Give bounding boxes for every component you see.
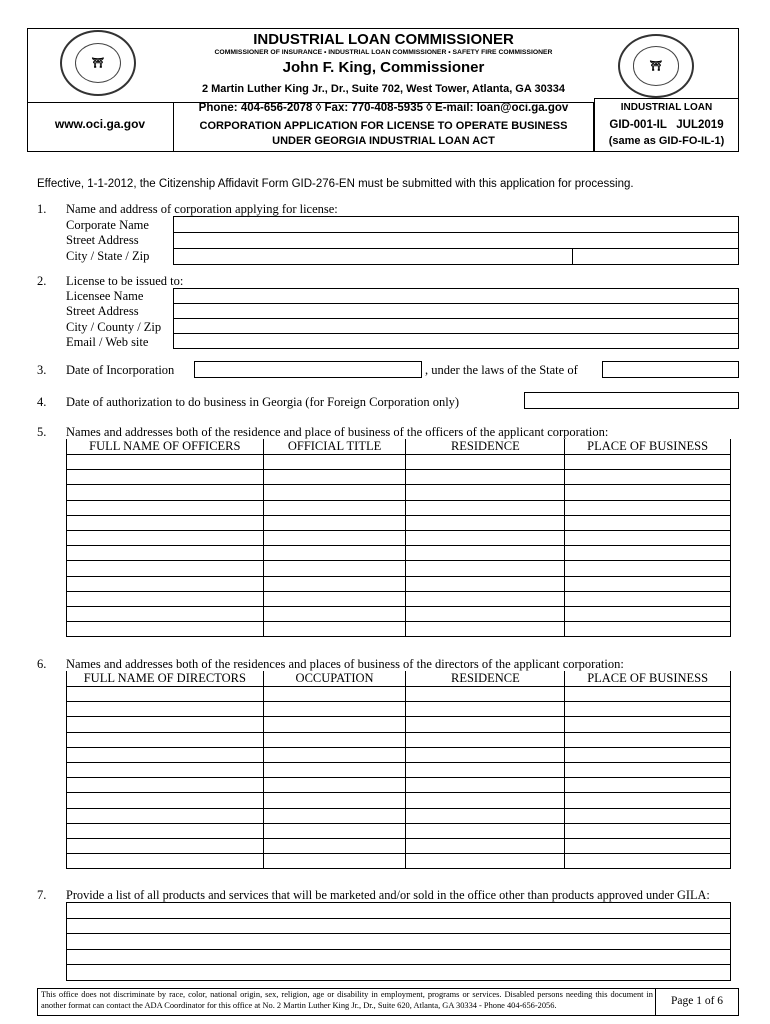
director-row bbox=[67, 808, 731, 823]
director-cell[interactable] bbox=[406, 808, 565, 823]
citizenship-notice: Effective, 1-1-2012, the Citizenship Affidavit Form GID-276-EN must be submitted with this application for processing. bbox=[37, 178, 634, 190]
column-header: OFFICIAL TITLE bbox=[263, 439, 406, 455]
city-state-zip-label: City / State / Zip bbox=[66, 249, 150, 263]
director-cell[interactable] bbox=[67, 732, 264, 747]
form-alias: (same as GID-FO-IL-1) bbox=[608, 135, 725, 147]
officer-cell[interactable] bbox=[67, 561, 264, 576]
director-cell[interactable] bbox=[565, 838, 731, 853]
director-cell[interactable] bbox=[406, 793, 565, 808]
licensee-name-label: Licensee Name bbox=[66, 289, 144, 303]
officer-row bbox=[67, 606, 731, 621]
officer-cell[interactable] bbox=[565, 622, 731, 637]
director-row bbox=[67, 732, 731, 747]
director-cell[interactable] bbox=[406, 732, 565, 747]
director-cell[interactable] bbox=[263, 838, 406, 853]
director-row bbox=[67, 838, 731, 853]
officer-cell[interactable] bbox=[565, 515, 731, 530]
director-row bbox=[67, 823, 731, 838]
licensee-street-label: Street Address bbox=[66, 304, 139, 318]
commissioner-name: John F. King, Commissioner bbox=[282, 59, 485, 76]
officer-row bbox=[67, 576, 731, 591]
director-cell[interactable] bbox=[406, 687, 565, 702]
office-address: 2 Martin Luther King Jr., Dr., Suite 702, West Tower, Atlanta, GA 30334 bbox=[201, 83, 566, 95]
director-cell[interactable] bbox=[263, 854, 406, 869]
officer-row bbox=[67, 515, 731, 530]
product-cell[interactable] bbox=[67, 934, 731, 950]
director-cell[interactable] bbox=[565, 702, 731, 717]
column-header: RESIDENCE bbox=[406, 671, 565, 687]
director-row bbox=[67, 793, 731, 808]
director-cell[interactable] bbox=[263, 808, 406, 823]
director-row bbox=[67, 687, 731, 702]
officer-cell[interactable] bbox=[406, 500, 565, 515]
officer-cell[interactable] bbox=[263, 470, 406, 485]
officer-cell[interactable] bbox=[565, 606, 731, 621]
officer-cell[interactable] bbox=[406, 455, 565, 470]
column-header: FULL NAME OF DIRECTORS bbox=[67, 671, 264, 687]
section6-number: 6. bbox=[37, 657, 47, 671]
officer-cell[interactable] bbox=[67, 455, 264, 470]
section2-number: 2. bbox=[37, 274, 47, 288]
georgia-seal-right bbox=[618, 34, 694, 98]
section5-number: 5. bbox=[37, 425, 47, 439]
director-cell[interactable] bbox=[406, 838, 565, 853]
officer-cell[interactable] bbox=[263, 530, 406, 545]
officer-cell[interactable] bbox=[263, 455, 406, 470]
director-cell[interactable] bbox=[263, 702, 406, 717]
officers-header-row bbox=[67, 439, 731, 455]
officer-cell[interactable] bbox=[565, 500, 731, 515]
header-subtitle: COMMISSIONER OF INSURANCE • INDUSTRIAL LOAN COMMISSIONER • SAFETY FIRE COMMISSIONER bbox=[214, 49, 553, 56]
officer-cell[interactable] bbox=[565, 530, 731, 545]
officer-row bbox=[67, 622, 731, 637]
officer-cell[interactable] bbox=[565, 455, 731, 470]
director-row bbox=[67, 778, 731, 793]
officer-row bbox=[67, 470, 731, 485]
officer-cell[interactable] bbox=[67, 515, 264, 530]
form-title-line2: UNDER GEORGIA INDUSTRIAL LOAN ACT bbox=[272, 135, 495, 147]
director-cell[interactable] bbox=[67, 838, 264, 853]
officer-cell[interactable] bbox=[565, 546, 731, 561]
section1-title: Name and address of corporation applying for license: bbox=[66, 202, 338, 216]
officer-cell[interactable] bbox=[67, 546, 264, 561]
licensee-street-field[interactable] bbox=[173, 303, 739, 319]
director-cell[interactable] bbox=[67, 762, 264, 777]
officer-row bbox=[67, 546, 731, 561]
product-row bbox=[67, 965, 731, 981]
director-row bbox=[67, 717, 731, 732]
director-cell[interactable] bbox=[565, 717, 731, 732]
director-cell[interactable] bbox=[263, 823, 406, 838]
director-cell[interactable] bbox=[67, 778, 264, 793]
section1-number: 1. bbox=[37, 202, 47, 216]
section5-title: Names and addresses both of the residence and place of business of the officers of the applicant corporation: bbox=[66, 425, 609, 439]
officer-cell[interactable] bbox=[263, 546, 406, 561]
director-row bbox=[67, 854, 731, 869]
column-header: RESIDENCE bbox=[406, 439, 565, 455]
corporate-name-label: Corporate Name bbox=[66, 218, 149, 232]
director-cell[interactable] bbox=[565, 747, 731, 762]
officer-cell[interactable] bbox=[406, 622, 565, 637]
director-cell[interactable] bbox=[263, 732, 406, 747]
director-cell[interactable] bbox=[565, 854, 731, 869]
officer-cell[interactable] bbox=[406, 530, 565, 545]
corp-street-field[interactable] bbox=[173, 232, 739, 249]
director-cell[interactable] bbox=[67, 687, 264, 702]
director-cell[interactable] bbox=[565, 762, 731, 777]
corp-zip-field[interactable] bbox=[572, 248, 739, 265]
officer-cell[interactable] bbox=[406, 561, 565, 576]
officer-cell[interactable] bbox=[67, 591, 264, 606]
director-cell[interactable] bbox=[406, 823, 565, 838]
officer-row bbox=[67, 561, 731, 576]
officer-cell[interactable] bbox=[565, 470, 731, 485]
section4-number: 4. bbox=[37, 395, 47, 409]
page-number: Page 1 of 6 bbox=[670, 995, 724, 1007]
section7-title: Provide a list of all products and services that will be marketed and/or sold in the office other than products approved under GILA: bbox=[66, 888, 710, 902]
director-cell[interactable] bbox=[406, 854, 565, 869]
officer-cell[interactable] bbox=[67, 485, 264, 500]
form-title-line1: CORPORATION APPLICATION FOR LICENSE TO OPERATE BUSINESS bbox=[199, 120, 568, 132]
director-cell[interactable] bbox=[67, 702, 264, 717]
officer-cell[interactable] bbox=[263, 500, 406, 515]
director-cell[interactable] bbox=[263, 687, 406, 702]
director-row bbox=[67, 747, 731, 762]
officer-cell[interactable] bbox=[67, 606, 264, 621]
state-laws-label: , under the laws of the State of bbox=[425, 363, 578, 377]
officer-cell[interactable] bbox=[263, 591, 406, 606]
director-cell[interactable] bbox=[67, 823, 264, 838]
director-cell[interactable] bbox=[67, 747, 264, 762]
incorporation-date-field[interactable] bbox=[194, 361, 422, 378]
corp-city-field[interactable] bbox=[173, 248, 573, 265]
director-cell[interactable] bbox=[263, 747, 406, 762]
officer-cell[interactable] bbox=[263, 561, 406, 576]
incorporation-state-field[interactable] bbox=[602, 361, 739, 378]
column-header: OCCUPATION bbox=[263, 671, 406, 687]
director-cell[interactable] bbox=[67, 854, 264, 869]
officer-row bbox=[67, 530, 731, 545]
authorization-date-field[interactable] bbox=[524, 392, 739, 409]
director-cell[interactable] bbox=[565, 823, 731, 838]
director-cell[interactable] bbox=[406, 702, 565, 717]
director-cell[interactable] bbox=[263, 793, 406, 808]
officers-table bbox=[66, 439, 731, 637]
director-cell[interactable] bbox=[565, 732, 731, 747]
director-cell[interactable] bbox=[565, 808, 731, 823]
officer-cell[interactable] bbox=[67, 576, 264, 591]
product-row bbox=[67, 918, 731, 934]
officer-cell[interactable] bbox=[263, 622, 406, 637]
section3-number: 3. bbox=[37, 363, 47, 377]
director-cell[interactable] bbox=[565, 687, 731, 702]
licensee-name-field[interactable] bbox=[173, 288, 739, 304]
authorization-date-label: Date of authorization to do business in Georgia (for Foreign Corporation only) bbox=[66, 395, 460, 409]
officer-cell[interactable] bbox=[406, 470, 565, 485]
officer-row bbox=[67, 500, 731, 515]
product-cell[interactable] bbox=[67, 903, 731, 919]
contact-line: Phone: 404-656-2078 ◊ Fax: 770-408-5935 ◊ E-mail: loan@oci.ga.gov bbox=[198, 102, 569, 114]
directors-table bbox=[66, 671, 731, 869]
director-cell[interactable] bbox=[406, 762, 565, 777]
column-header: PLACE OF BUSINESS bbox=[565, 439, 731, 455]
form-id: GID-001-IL JUL2019 bbox=[609, 119, 724, 131]
column-header: FULL NAME OF OFFICERS bbox=[67, 439, 264, 455]
officer-cell[interactable] bbox=[67, 622, 264, 637]
officer-cell[interactable] bbox=[67, 500, 264, 515]
arch-icon: ⛩ bbox=[75, 43, 122, 83]
officer-cell[interactable] bbox=[67, 470, 264, 485]
directors-header-row bbox=[67, 671, 731, 687]
product-cell[interactable] bbox=[67, 918, 731, 934]
product-row bbox=[67, 934, 731, 950]
officer-cell[interactable] bbox=[406, 576, 565, 591]
officer-cell[interactable] bbox=[565, 561, 731, 576]
officer-cell[interactable] bbox=[263, 515, 406, 530]
footer-disclaimer: This office does not discriminate by race, color, national origin, sex, religion, age or disability in employment, programs or services. Disabled persons needing this document in another format can contact the ADA Coordinator for this office at No. 2 Martin Luther King Jr., Dr., Suite 620, Atlanta, GA 30334 - Phone 404-656-2056. bbox=[41, 990, 653, 1010]
director-cell[interactable] bbox=[263, 762, 406, 777]
georgia-seal-left bbox=[60, 30, 136, 96]
licensee-city-label: City / County / Zip bbox=[66, 320, 162, 334]
officer-cell[interactable] bbox=[263, 576, 406, 591]
product-cell[interactable] bbox=[67, 965, 731, 981]
director-cell[interactable] bbox=[565, 778, 731, 793]
industrial-loan-label: INDUSTRIAL LOAN bbox=[620, 102, 713, 113]
officer-cell[interactable] bbox=[67, 530, 264, 545]
director-cell[interactable] bbox=[406, 778, 565, 793]
website-link[interactable]: www.oci.ga.gov bbox=[54, 117, 146, 131]
licensee-city-field[interactable] bbox=[173, 318, 739, 334]
officer-cell[interactable] bbox=[565, 576, 731, 591]
section6-title: Names and addresses both of the residences and places of business of the directors of the applicant corporation: bbox=[66, 657, 624, 671]
director-cell[interactable] bbox=[263, 717, 406, 732]
product-row bbox=[67, 903, 731, 919]
officer-cell[interactable] bbox=[565, 591, 731, 606]
product-row bbox=[67, 949, 731, 965]
street-address-label: Street Address bbox=[66, 233, 139, 247]
section2-title: License to be issued to: bbox=[66, 274, 184, 288]
header-title: INDUSTRIAL LOAN COMMISSIONER bbox=[253, 31, 514, 48]
officer-cell[interactable] bbox=[263, 606, 406, 621]
incorporation-date-label: Date of Incorporation bbox=[66, 363, 175, 377]
corporate-name-field[interactable] bbox=[173, 216, 739, 233]
officer-row bbox=[67, 485, 731, 500]
officer-cell[interactable] bbox=[406, 515, 565, 530]
director-cell[interactable] bbox=[406, 747, 565, 762]
product-cell[interactable] bbox=[67, 949, 731, 965]
director-cell[interactable] bbox=[406, 717, 565, 732]
director-cell[interactable] bbox=[263, 778, 406, 793]
column-header: PLACE OF BUSINESS bbox=[565, 671, 731, 687]
officer-cell[interactable] bbox=[406, 485, 565, 500]
email-web-label: Email / Web site bbox=[66, 335, 149, 349]
officer-cell[interactable] bbox=[565, 485, 731, 500]
director-cell[interactable] bbox=[565, 793, 731, 808]
arch-icon: ⛩ bbox=[633, 46, 680, 85]
director-cell[interactable] bbox=[67, 808, 264, 823]
director-cell[interactable] bbox=[67, 793, 264, 808]
email-web-field[interactable] bbox=[173, 333, 739, 349]
officer-cell[interactable] bbox=[406, 546, 565, 561]
section7-number: 7. bbox=[37, 888, 47, 902]
officer-row bbox=[67, 591, 731, 606]
products-table bbox=[66, 902, 731, 981]
director-cell[interactable] bbox=[67, 717, 264, 732]
officer-cell[interactable] bbox=[263, 485, 406, 500]
officer-cell[interactable] bbox=[406, 591, 565, 606]
officer-cell[interactable] bbox=[406, 606, 565, 621]
director-row bbox=[67, 762, 731, 777]
officer-row bbox=[67, 455, 731, 470]
director-row bbox=[67, 702, 731, 717]
